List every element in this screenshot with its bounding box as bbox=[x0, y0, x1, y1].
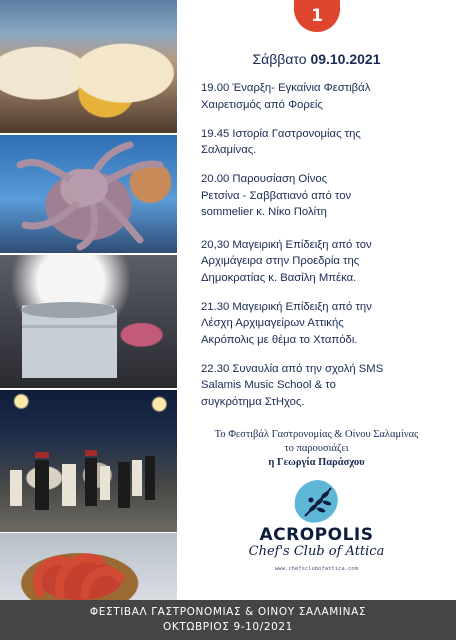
presenter-credit bbox=[177, 428, 456, 470]
photo-column bbox=[0, 0, 177, 600]
event-item: 20.00 Παρουσίαση Οίνος Ρετσίνα - Σαββατιανό από τον sommelier κ. Νίκο Πολίτη bbox=[201, 173, 352, 218]
footer-dates: ΟΚΤΩΒΡΙΟΣ 9-10/2021 bbox=[163, 621, 293, 633]
food-plate-photo bbox=[0, 0, 177, 133]
presenter-line-2: το παρουσιάζει bbox=[284, 443, 349, 454]
octopus-dish-photo bbox=[0, 533, 177, 600]
presenter-prefix: η bbox=[268, 457, 275, 468]
page-number-badge: 1 bbox=[294, 0, 340, 32]
olive-branch-icon bbox=[291, 478, 343, 526]
cooking-pot-photo bbox=[0, 255, 177, 388]
date-heading bbox=[177, 51, 456, 67]
date-value: 09.10.2021 bbox=[310, 51, 381, 67]
event-schedule bbox=[201, 80, 451, 423]
event-item: 22.30 Συναυλία από την σχολή SMS Salamis Music School & το συγκρότημα ΣτΗχος. bbox=[201, 362, 384, 408]
logo-subtitle: Chef's Club of Attica bbox=[248, 544, 385, 559]
footer-banner bbox=[0, 600, 456, 640]
acropolis-chefs-club-logo bbox=[177, 478, 456, 578]
event-item: 20,30 Μαγειρική Επίδειξη από τον Αρχιμάγειρα στην Προεδρία της Δημοκρατίας κ. Βασίλη Μπέκα. bbox=[201, 238, 372, 284]
logo-title: ACROPOLIS bbox=[259, 525, 374, 545]
octopus-photo bbox=[0, 135, 177, 253]
folk-dance-photo bbox=[0, 390, 177, 532]
presenter-name: Γεωργία Παράσχου bbox=[277, 457, 365, 468]
weekday-label: Σάββατο bbox=[252, 51, 307, 67]
event-item: 19.45 Ιστορία Γαστρονομίας της Σαλαμίνας. bbox=[201, 127, 361, 156]
event-item: 21.30 Μαγειρική Επίδειξη από την Λέσχη Αρχιμαγείρων Αττικής Ακρόπολις με θέμα το Χταπόδι. bbox=[201, 300, 372, 346]
footer-title: ΦΕΣΤΙΒΑΛ ΓΑΣΤΡΟΝΟΜΙΑΣ & ΟΙΝΟΥ ΣΑΛΑΜΙΝΑΣ bbox=[89, 606, 367, 618]
logo-url: www.chefsclubofattica.com bbox=[275, 566, 358, 572]
presenter-name-line bbox=[177, 456, 456, 470]
event-item: 19.00 Έναρξη- Εγκαίνια Φεστιβάλ Χαιρετισμός από Φορείς bbox=[201, 82, 371, 111]
presenter-line-1: Το Φεστιβάλ Γαστρονομίας & Οίνου Σαλαμίνας bbox=[214, 429, 419, 440]
